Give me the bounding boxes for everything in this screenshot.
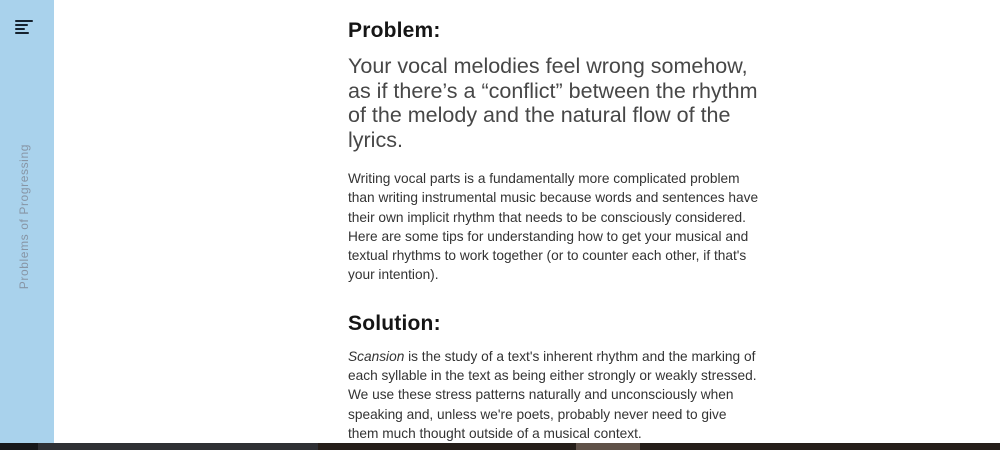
sidebar-vertical-title [17,144,33,290]
bottom-strip-segment [640,443,1000,450]
sidebar [0,0,54,443]
solution-paragraph-text: is the study of a text's inherent rhythm and the marking of each syllable in the text as being either strongly or weakly stressed. We use these stress patterns naturally and unconsciously when speaking and, unless we're poets, probably never need to give them much thought outside of a musical context. [348,348,757,441]
menu-icon-bar [15,20,33,22]
menu-icon-bar [15,24,28,26]
solution-heading: Solution: [348,311,441,335]
bottom-strip-segment [0,443,38,450]
problem-subtitle: Your vocal melodies feel wrong somehow, as if there’s a “conflict” between the rhythm of the melody and the natural flow of the lyrics. [348,54,758,152]
bottom-strip [0,443,1000,450]
problem-heading: Problem: [348,19,441,42]
solution-paragraph [348,347,760,443]
bottom-strip-segment [576,443,640,450]
main-content [348,0,760,443]
menu-icon-bar [15,32,29,34]
menu-icon-bar [15,28,25,30]
bottom-strip-segment [318,443,576,450]
menu-icon[interactable] [15,18,37,38]
bottom-strip-segment [38,443,318,450]
problem-paragraph: Writing vocal parts is a fundamentally more complicated problem than writing instrumental music because words and sentences have their own implicit rhythm that needs to be consciously considered. Here are some tips for understanding how to get your musical and textual rhythms to work together (or to counter each other, if that's your intention). [348,171,759,283]
solution-term-italic: Scansion [348,348,405,364]
sidebar-vertical-title-label: Problems of Progressing [17,144,31,290]
